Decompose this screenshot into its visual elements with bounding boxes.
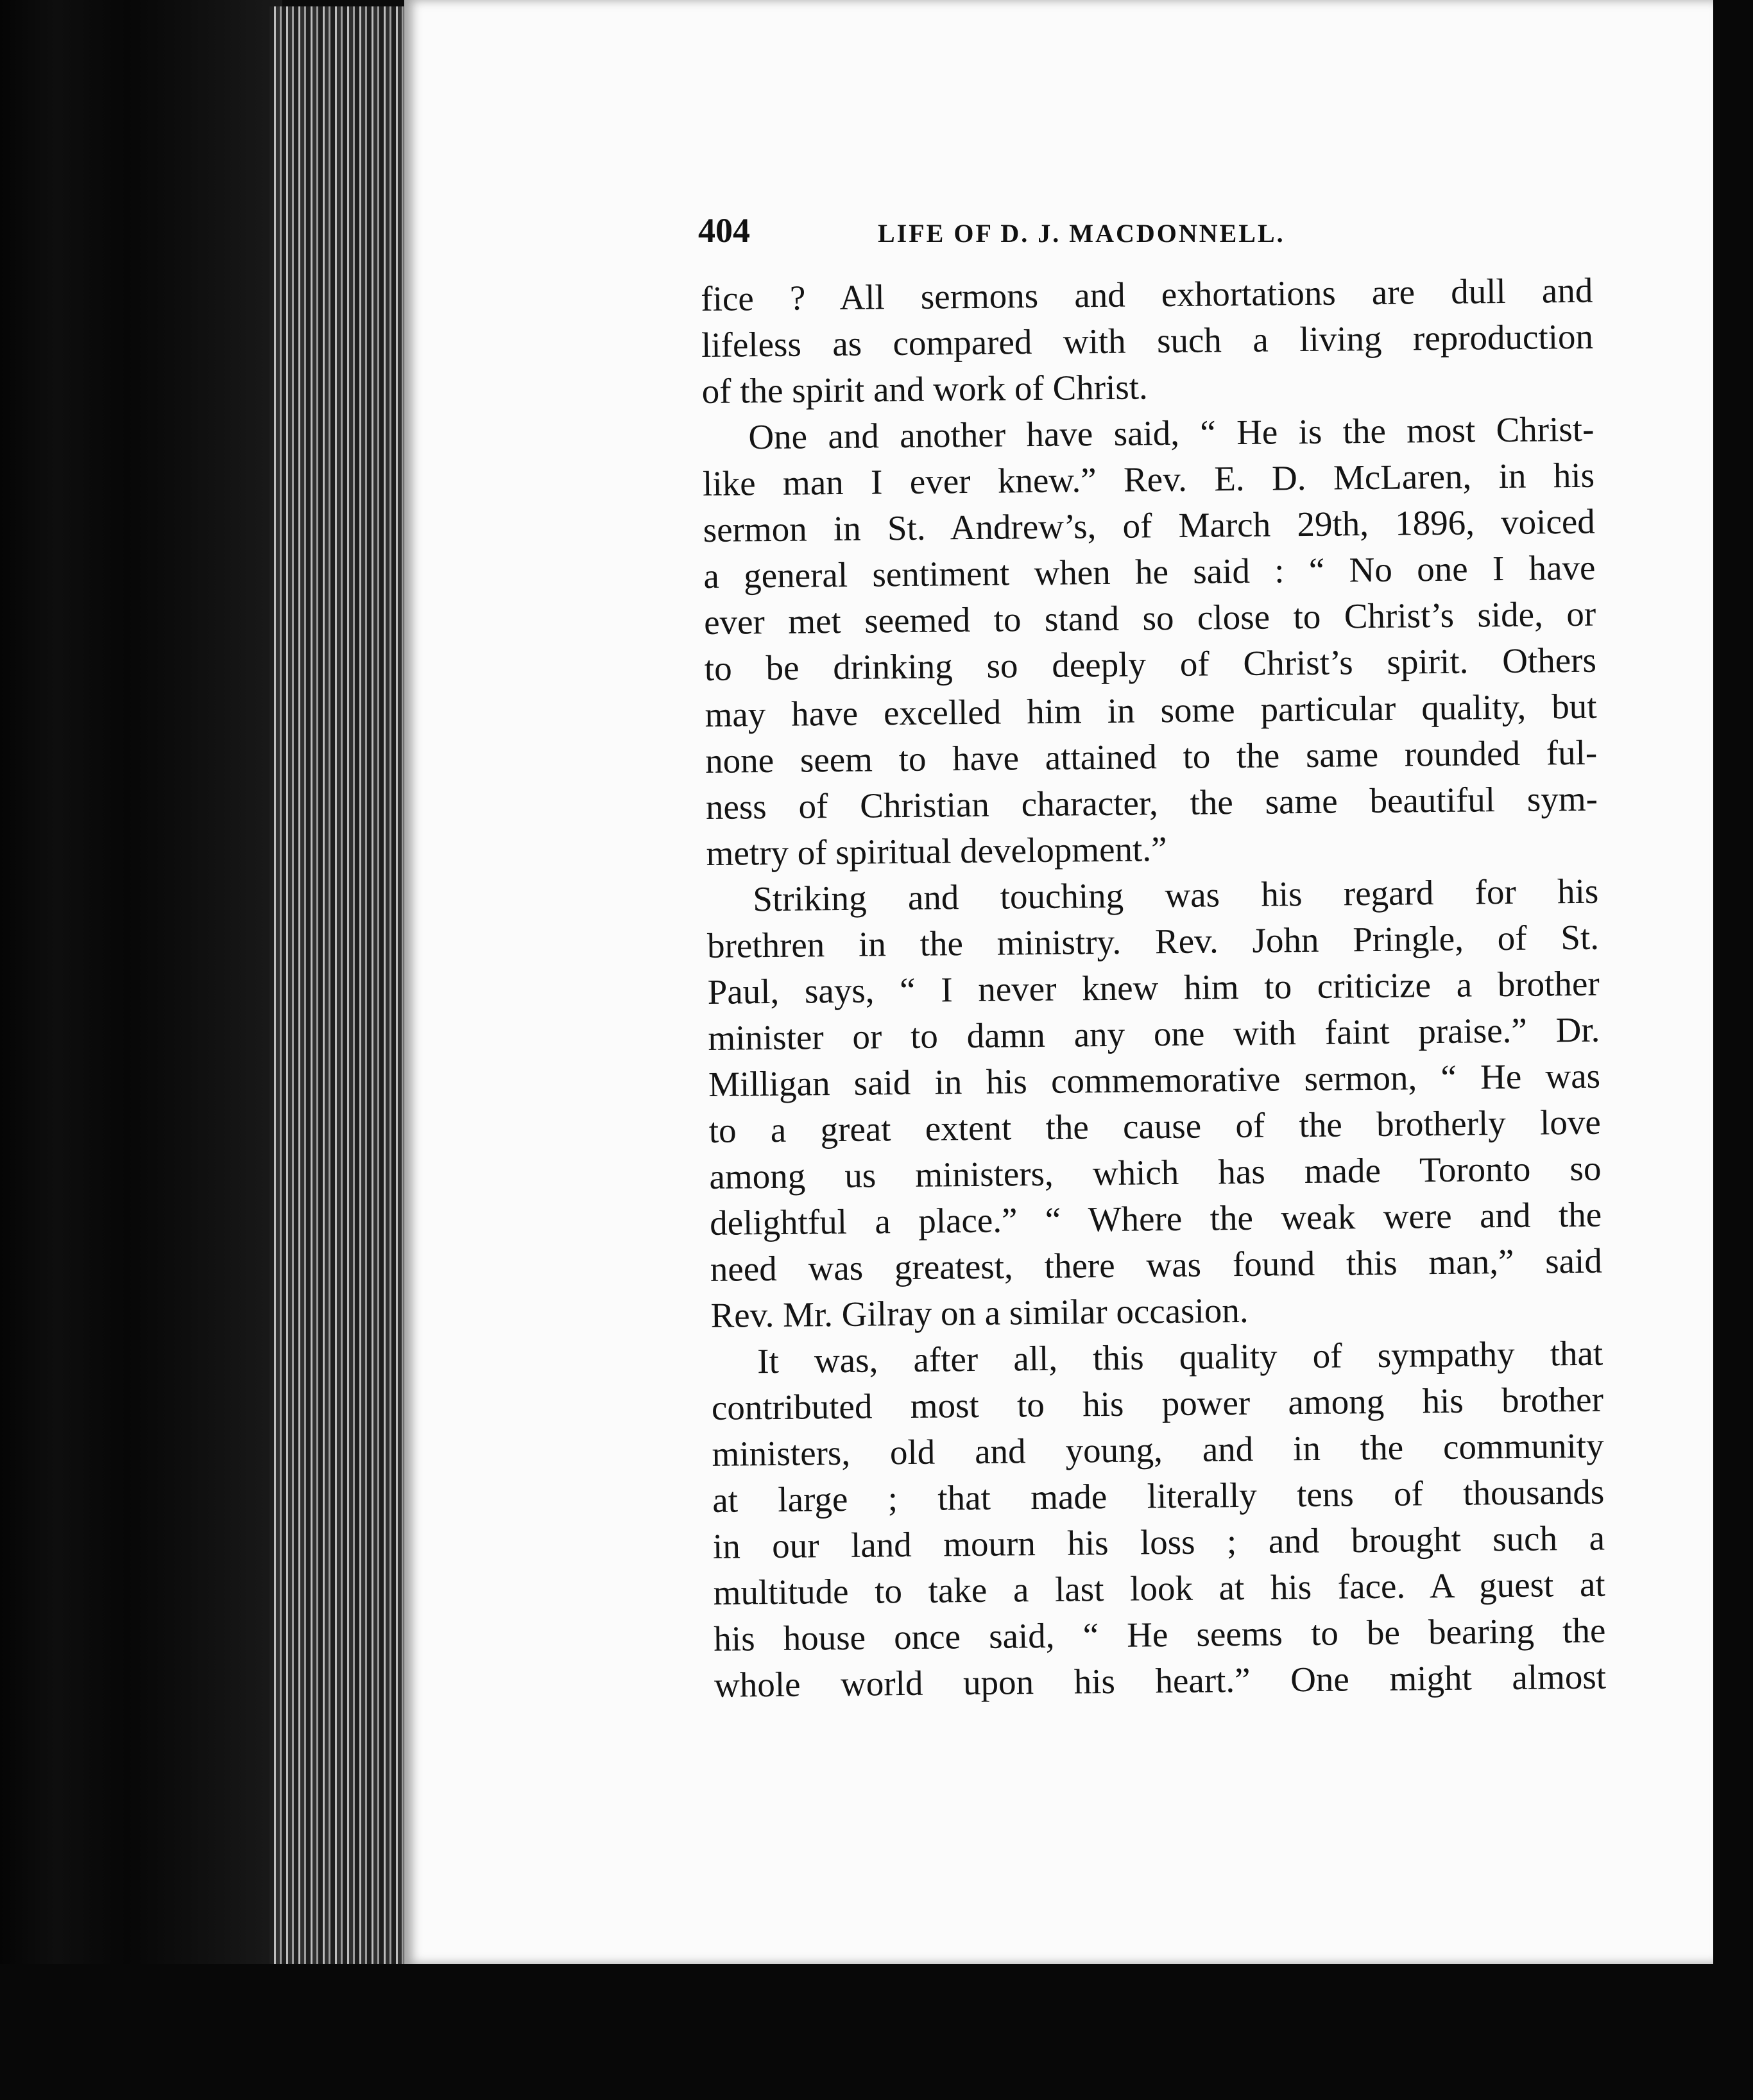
text-line: none seem to have attained to the same rounded ful- [705, 732, 1598, 780]
text-line: may have excelled him in some particular quality, but [705, 686, 1597, 734]
text-line: fice ? All sermons and exhortations are dull and [701, 270, 1593, 318]
text-line: a general sentiment when he said : “ No one I have [703, 547, 1596, 596]
text-line: brethren in the ministry. Rev. John Pringle, of St. [706, 917, 1600, 965]
text-line: metry of spiritual development.” [706, 829, 1167, 873]
text-line: ness of Christian character, the same beautiful sym- [705, 779, 1598, 827]
text-line: multitude to take a last look at his face. A guest at [713, 1564, 1605, 1612]
text-line: in our land mourn his loss ; and brought such a [712, 1518, 1605, 1566]
right-page-edge [1713, 0, 1753, 2100]
text-line: sermon in St. Andrew’s, of March 29th, 1896, voiced [703, 501, 1596, 549]
text-line: minister or to damn any one with faint praise.” Dr. [708, 1010, 1600, 1058]
text-line: whole world upon his heart.” One might almost [714, 1657, 1607, 1705]
text-line: contributed most to his power among his brother [711, 1379, 1604, 1427]
text-line: his house once said, “ He seems to be bearing the [714, 1610, 1606, 1658]
text-line: ever met seemed to stand so close to Christ’s side, or [703, 594, 1596, 642]
bottom-margin-strip [0, 1964, 1753, 2100]
book-binding [0, 0, 282, 2100]
body-text [701, 268, 1606, 1708]
text-line: Milligan said in his commemorative sermon, “ He was [708, 1056, 1601, 1104]
text-line: to a great extent the cause of the brotherly love [708, 1102, 1602, 1150]
text-line: Paul, says, “ I never knew him to criticize a brother [707, 963, 1600, 1011]
text-line: at large ; that made literally tens of thousands [712, 1472, 1605, 1520]
text-line: among us ministers, which has made Toronto so [709, 1148, 1602, 1196]
page-number: 404 [698, 211, 750, 250]
text-line: need was greatest, there was found this man,” said [710, 1241, 1603, 1289]
text-line: Striking and touching was his regard for his [753, 871, 1599, 919]
page-header [698, 211, 1385, 255]
text-line: lifeless as compared with such a living reproduction [701, 316, 1594, 365]
text-line: like man I ever knew.” Rev. E. D. McLaren, in his [702, 455, 1595, 503]
text-line: ministers, old and young, and in the community [712, 1425, 1604, 1474]
text-line: of the spirit and work of Christ. [701, 367, 1149, 411]
text-line: to be drinking so deeply of Christ’s spirit. Others [704, 640, 1597, 688]
page-edges [269, 6, 423, 1970]
text-line: It was, after all, this quality of sympathy that [757, 1333, 1603, 1381]
text-line: delightful a place.” “ Where the weak were and the [709, 1194, 1602, 1243]
text-line: Rev. Mr. Gilray on a similar occasion. [710, 1290, 1249, 1335]
text-line: One and another have said, “ He is the most Christ- [748, 409, 1595, 457]
running-head: LIFE OF D. J. MACDONNELL. [878, 219, 1285, 248]
